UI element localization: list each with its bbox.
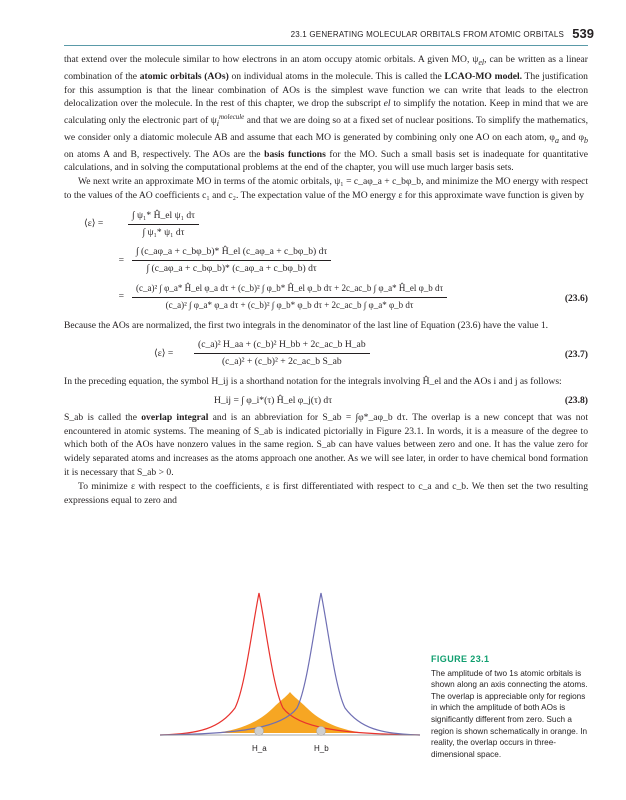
equation-23-7: ⟨ε⟩ = $\frac{\text{(c\_a)² H\_aa + (c\_b)² H\_bb + 2c\_ac\_b H\_ab}}{\text{(c\_a)² + (c\_b)² + 2c\_ac\_b S\_ab}}$ (23.7) <box>154 339 588 368</box>
label-hb: H_b <box>314 744 329 753</box>
equation-number-23-8: (23.8) <box>564 394 588 406</box>
paragraph-6: To minimize ε with respect to the coefficients, ε is first differentiated with respect to c_a and c_b. We then set the two resulting expressions equal to zero and <box>64 480 588 506</box>
overlap-region <box>212 692 368 733</box>
paragraph-5: S_ab is called the overlap integral and is an abbreviation for S_ab = ∫φ*_aφ_b dτ. The overlap is a new concept that was not encountered in atomic systems. The meaning of S_ab is indicated pictorially in Figure 23.1. In words, it is a measure of the degree to which both of the AOs have nonzero values in the same region. S_ab can have values between zero and one. It has the value zero for widely separated atoms and increases as the atoms approach one another. As we will see later, in order to have chemical bond formation it is necessary that S_ab > 0. <box>64 411 588 479</box>
equation-number-23-6: (23.6) <box>564 293 588 305</box>
eq-line-2: $\frac{\int (c\_a\varphi\_a + c\_b\varphi\_b)* Ĥ\_el (c\_a\varphi\_a + c\_b\varphi\_b) d\tau}{\int (c\_a\varphi\_a + c\_b\varphi\_b)* (c\_a\varphi\_a + c\_b\varphi\_b) d\tau}$ <box>132 245 331 276</box>
expectation-lhs: ⟨ε⟩ = <box>84 218 104 230</box>
equation-number-23-7: (23.7) <box>564 349 588 361</box>
paragraph-3: Because the AOs are normalized, the first two integrals in the denominator of the last line of Equation (23.6) have the value 1. <box>64 319 549 331</box>
orbital-overlap-figure <box>160 588 420 763</box>
paragraph-2: We next write an approximate MO in terms of the atomic orbitals, ψ₁ = c_aφ_a + c_bφ_b, and minimize the MO energy with respect to the values of the AO coefficients c₁ and c₂. The expectation value of the MO energy ε for this approximate wave function is given by <box>64 176 588 202</box>
eq-23-7-fraction: $\frac{\text{(c\_a)² H\_aa + (c\_b)² H\_bb + 2c\_ac\_b H\_ab}}{\text{(c\_a)² + (c\_b)² + 2c\_ac\_b S\_ab}}$ <box>194 338 370 369</box>
label-ha: H_a <box>252 744 267 753</box>
nucleus-b <box>317 727 326 736</box>
equation-23-6: ⟨ε⟩ = $\frac{\text{∫ ψ₁* Ĥ\_el ψ₁ dτ}}{\text{∫ ψ₁* ψ₁ dτ}}$ = $\frac{\int (c\_a\varphi\_a + c\_b\varphi\_b)* Ĥ\_el (c\_a\varphi\_a + c\_b\varphi\_b) d\tau}{\int (c\_a\varphi\_a + c\_b\varphi\_b)* (c\_a\varphi\_a + c\_b\varphi\_b) d\tau}$ = (c_a)² ∫ φ_a* Ĥ_el φ_a dτ + (c_b)² ∫ φ_b* Ĥ_el φ_b dτ + 2c_ac_b ∫ φ_a* Ĥ_el φ_b dτ (c_a)² ∫ φ_a* φ_a dτ + (c_b)² ∫ φ_b* φ_b dτ + 2c_ac_b ∫ φ_a* φ_b dτ (23.6) <box>64 209 588 313</box>
figure-caption <box>431 654 591 760</box>
body-text <box>64 53 588 507</box>
caption-title: FIGURE 23.1 <box>431 654 490 664</box>
running-title: 23.1 GENERATING MOLECULAR ORBITALS FROM ATOMIC ORBITALS <box>290 30 564 39</box>
equation-23-8 <box>64 393 588 409</box>
page-number: 539 <box>572 26 594 41</box>
eq-line-1: $\frac{\text{∫ ψ₁* Ĥ\_el ψ₁ dτ}}{\text{∫ ψ₁* ψ₁ dτ}}$ <box>128 209 199 240</box>
eq-line-3: (c_a)² ∫ φ_a* Ĥ_el φ_a dτ + (c_b)² ∫ φ_b* Ĥ_el φ_b dτ + 2c_ac_b ∫ φ_a* Ĥ_el φ_b dτ (c_a)² ∫ φ_a* φ_a dτ + (c_b)² ∫ φ_b* φ_b dτ + 2c_ac_b ∫ φ_a* φ_b dτ <box>132 282 447 313</box>
header-rule <box>64 45 588 46</box>
paragraph-4: In the preceding equation, the symbol H_ij is a shorthand notation for the integrals involving Ĥ_el and the AOs i and j as follows: <box>64 376 562 388</box>
nucleus-a <box>255 727 264 736</box>
page-header <box>0 27 626 47</box>
caption-text: The amplitude of two 1s atomic orbitals is shown along an axis connecting the atoms. The overlap is appreciable only for regions in which the amplitude of both AOs is significantly different from zero. Such a region is shown schematically in orange. In reality, the overlap occurs in three-dimensional space. <box>431 668 588 759</box>
eq-23-8-expression: H_ij = ∫ φ_i*(τ) Ĥ_el φ_j(τ) dτ <box>214 394 333 406</box>
paragraph-1: that extend over the molecule similar to how electrons in an atom occupy atomic orbitals. A given MO, $\psi_{el}$, can be written as a linear combination of the atomic orbitals (AOs) on individual atoms in the molecule. This is called the LCAO-MO model. The justification for this assumption is that the linear combination of AOs is the simplest wave function we can write that leads to the electron delocalization over the molecule. In the rest of this chapter, we drop the subscript el to simplify the notation. Keep in mind that we are calculating only the electronic part of $\psi_i^{molecule}$ and that we are doing so at a fixed set of nuclear positions. To simplify the mathematics, we consider only a diatomic molecule AB and assume that each MO is generated by combining only one AO on each atom, $\varphi_a$ and $\varphi_b$ on atoms A and B, respectively. The AOs are the basis functions for the MO. Such a small basis set is inadequate for quantitative calculations, and in solving the computational problems at the end of the chapter, you will use much larger basis sets. <box>64 54 589 174</box>
